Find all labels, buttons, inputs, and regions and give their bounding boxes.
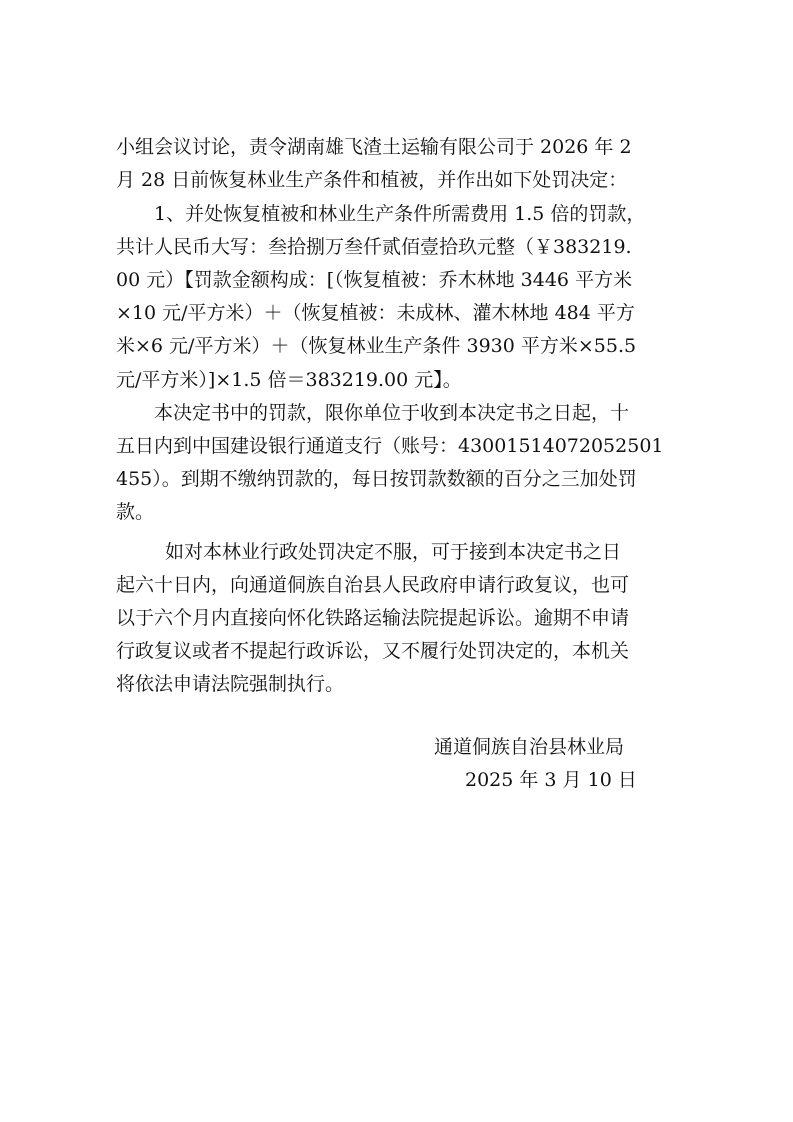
issue-date: 2025 年 3 月 10 日 <box>465 769 637 791</box>
penalty-line-2: 共计人民币大写：叁拾捌万叁仟贰佰壹拾玖元整（￥383219. <box>116 236 632 258</box>
appeal-line-2: 起六十日内，向通道侗族自治县人民政府申请行政复议，也可 <box>116 574 630 596</box>
issuer-name: 通道侗族自治县林业局 <box>434 736 625 758</box>
penalty-line-4: ×10 元/平方米）＋（恢复植被：未成林、灌木林地 484 平方 <box>116 302 635 324</box>
appeal-line-3: 以于六个月内直接向怀化铁路运输法院提起诉讼。逾期不申请 <box>116 607 630 629</box>
payment-line-1: 本决定书中的罚款，限你单位于收到本决定书之日起，十 <box>154 402 630 424</box>
intro-line-1: 小组会议讨论，责令湖南雄飞渣土运输有限公司于 2026 年 2 <box>116 136 632 158</box>
penalty-line-3: 00 元）【罚款金额构成：[（恢复植被：乔木林地 3446 平方米 <box>116 269 633 291</box>
appeal-line-1: 如对本林业行政处罚决定不服，可于接到本决定书之日 <box>165 541 622 563</box>
payment-line-3: 455）。到期不缴纳罚款的，每日按罚款数额的百分之三加处罚 <box>116 468 637 490</box>
penalty-line-6: 元/平方米）]×1.5 倍＝383219.00 元】。 <box>116 369 462 391</box>
payment-line-2: 五日内到中国建设银行通道支行（账号：43001514072052501 <box>116 435 664 457</box>
penalty-line-5: 米×6 元/平方米）＋（恢复林业生产条件 3930 平方米×55.5 <box>116 335 637 357</box>
appeal-line-5: 将依法申请法院强制执行。 <box>116 673 345 695</box>
appeal-line-4: 行政复议或者不提起行政诉讼，又不履行处罚决定的，本机关 <box>116 640 630 662</box>
penalty-line-1: 1、并处恢复植被和林业生产条件所需费用 1.5 倍的罚款， <box>154 203 646 225</box>
intro-line-2: 月 28 日前恢复林业生产条件和植被，并作出如下处罚决定： <box>116 169 628 191</box>
payment-line-4: 款。 <box>116 501 155 523</box>
